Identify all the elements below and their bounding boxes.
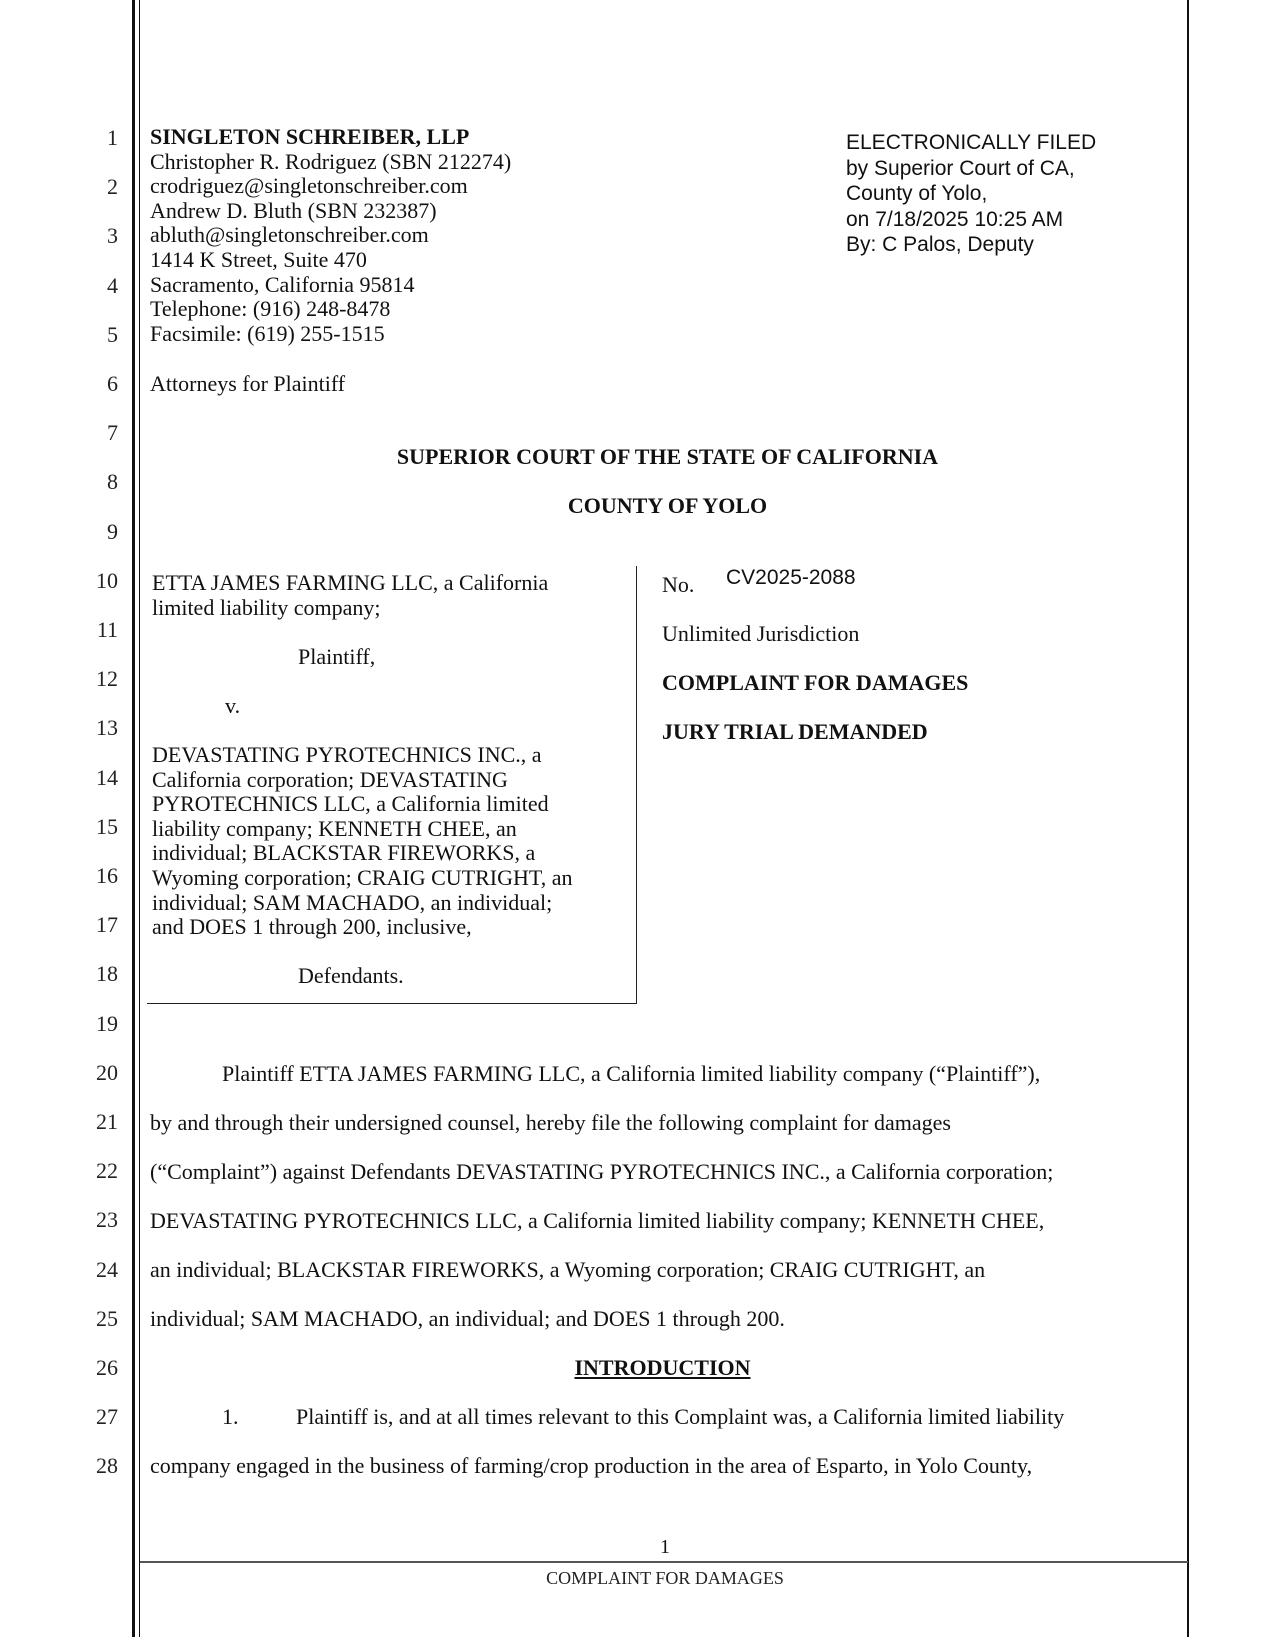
defendant-line: Wyoming corporation; CRAIG CUTRIGHT, an bbox=[152, 864, 573, 890]
defendant-line: PYROTECHNICS LLC, a California limited bbox=[152, 791, 549, 817]
defendant-line: individual; SAM MACHADO, an individual; bbox=[152, 889, 553, 915]
case-number-label: No. bbox=[662, 572, 695, 597]
jury-demand: JURY TRIAL DEMANDED bbox=[662, 719, 928, 744]
line-number: 15 bbox=[96, 814, 118, 839]
line-number: 13 bbox=[96, 715, 118, 740]
filing-stamp-clerk: By: C Palos, Deputy bbox=[846, 233, 1034, 256]
line-number: 28 bbox=[96, 1453, 118, 1478]
counsel-address: Sacramento, California 95814 bbox=[150, 271, 415, 297]
line-number: 9 bbox=[107, 519, 118, 544]
line-number: 18 bbox=[96, 961, 118, 986]
filing-stamp-line: County of Yolo, bbox=[846, 182, 988, 205]
counsel-email[interactable]: crodriguez@singletonschreiber.com bbox=[150, 173, 468, 199]
counsel-block bbox=[150, 125, 511, 346]
line-number: 19 bbox=[96, 1011, 118, 1036]
footer-rule bbox=[140, 1561, 1188, 1563]
preamble-line: Plaintiff ETTA JAMES FARMING LLC, a California limited liability company (“Plaintiff”), bbox=[222, 1061, 1041, 1086]
counsel-line: Andrew D. Bluth (SBN 232387) bbox=[150, 197, 437, 223]
counsel-phone: Telephone: (916) 248-8478 bbox=[150, 296, 391, 322]
left-margin-rule-inner bbox=[139, 0, 140, 1637]
counsel-address: 1414 K Street, Suite 470 bbox=[150, 246, 367, 272]
caption-divider bbox=[636, 566, 637, 1004]
defendant-line: and DOES 1 through 200, inclusive, bbox=[152, 914, 472, 940]
preamble-line: (“Complaint”) against Defendants DEVASTATING PYROTECHNICS INC., a California corporation; bbox=[150, 1159, 1054, 1184]
line-number: 17 bbox=[96, 912, 118, 937]
line-number: 21 bbox=[96, 1109, 118, 1134]
line-number: 8 bbox=[107, 469, 118, 494]
counsel-line: Christopher R. Rodriguez (SBN 212274) bbox=[150, 148, 512, 174]
defendant-line: California corporation; DEVASTATING bbox=[152, 766, 508, 792]
versus-label: v. bbox=[225, 693, 241, 718]
line-number: 5 bbox=[107, 322, 118, 347]
paragraph-number: 1. bbox=[222, 1404, 239, 1429]
line-number: 10 bbox=[96, 568, 118, 593]
preamble-line: DEVASTATING PYROTECHNICS LLC, a California limited liability company; KENNETH CHEE, bbox=[150, 1208, 1045, 1233]
caption-plaintiff bbox=[152, 571, 548, 620]
firm-name: SINGLETON SCHREIBER, LLP bbox=[150, 124, 470, 149]
plaintiff-name: limited liability company; bbox=[152, 594, 381, 620]
preamble-line: by and through their undersigned counsel, hereby file the following complaint for damages bbox=[150, 1110, 951, 1135]
line-number: 23 bbox=[96, 1207, 118, 1232]
line-number: 14 bbox=[96, 765, 118, 790]
line-number: 20 bbox=[96, 1060, 118, 1085]
document-title: COMPLAINT FOR DAMAGES bbox=[662, 670, 969, 695]
court-name: SUPERIOR COURT OF THE STATE OF CALIFORNIA bbox=[396, 444, 939, 469]
defendant-line: DEVASTATING PYROTECHNICS INC., a bbox=[152, 742, 542, 767]
line-number: 25 bbox=[96, 1306, 118, 1331]
preamble-line: individual; SAM MACHADO, an individual; and DOES 1 through 200. bbox=[150, 1306, 785, 1331]
line-number: 16 bbox=[96, 863, 118, 888]
filing-stamp-date: on 7/18/2025 10:25 AM bbox=[846, 207, 1064, 231]
caption-bottom-rule bbox=[147, 1003, 637, 1004]
defendant-line: liability company; KENNETH CHEE, an bbox=[152, 815, 517, 841]
jurisdiction: Unlimited Jurisdiction bbox=[662, 621, 860, 646]
line-number: 7 bbox=[107, 420, 118, 445]
filing-stamp-line: ELECTRONICALLY FILED bbox=[846, 131, 1097, 154]
preamble-line: an individual; BLACKSTAR FIREWORKS, a Wyoming corporation; CRAIG CUTRIGHT, an bbox=[150, 1257, 986, 1282]
line-number: 26 bbox=[96, 1355, 118, 1380]
filing-stamp-line: by Superior Court of CA, bbox=[846, 156, 1075, 180]
counsel-fax: Facsimile: (619) 255-1515 bbox=[150, 320, 385, 346]
line-number: 12 bbox=[96, 666, 118, 691]
line-number: 3 bbox=[107, 223, 118, 248]
court-county: COUNTY OF YOLO bbox=[567, 493, 768, 518]
line-number: 27 bbox=[96, 1404, 118, 1429]
line-number: 2 bbox=[107, 174, 118, 199]
line-number: 6 bbox=[107, 371, 118, 396]
right-margin-rule bbox=[1187, 0, 1189, 1637]
defendant-line: individual; BLACKSTAR FIREWORKS, a bbox=[152, 840, 536, 866]
line-number: 4 bbox=[107, 273, 118, 298]
paragraph-line: Plaintiff is, and at all times relevant to this Complaint was, a California limited liability bbox=[296, 1404, 1065, 1429]
counsel-email[interactable]: abluth@singletonschreiber.com bbox=[150, 222, 429, 248]
attorneys-for: Attorneys for Plaintiff bbox=[150, 371, 346, 396]
line-number: 24 bbox=[96, 1257, 118, 1282]
plaintiff-label: Plaintiff, bbox=[298, 644, 376, 669]
plaintiff-name: ETTA JAMES FARMING LLC, a California bbox=[152, 570, 549, 595]
section-heading-introduction: INTRODUCTION bbox=[574, 1355, 751, 1380]
caption-defendants bbox=[152, 743, 572, 940]
defendant-label: Defendants. bbox=[298, 963, 404, 988]
line-number: 1 bbox=[107, 125, 118, 150]
line-number: 22 bbox=[96, 1158, 118, 1183]
line-number: 11 bbox=[96, 617, 118, 642]
left-margin-rule-outer bbox=[132, 0, 135, 1637]
filing-stamp bbox=[846, 130, 1096, 258]
footer-title: COMPLAINT FOR DAMAGES bbox=[546, 1568, 784, 1588]
paragraph-line: company engaged in the business of farming/crop production in the area of Esparto, in Yolo County, bbox=[150, 1453, 1033, 1478]
page-number: 1 bbox=[660, 1536, 670, 1558]
case-number: CV2025-2088 bbox=[726, 566, 856, 589]
